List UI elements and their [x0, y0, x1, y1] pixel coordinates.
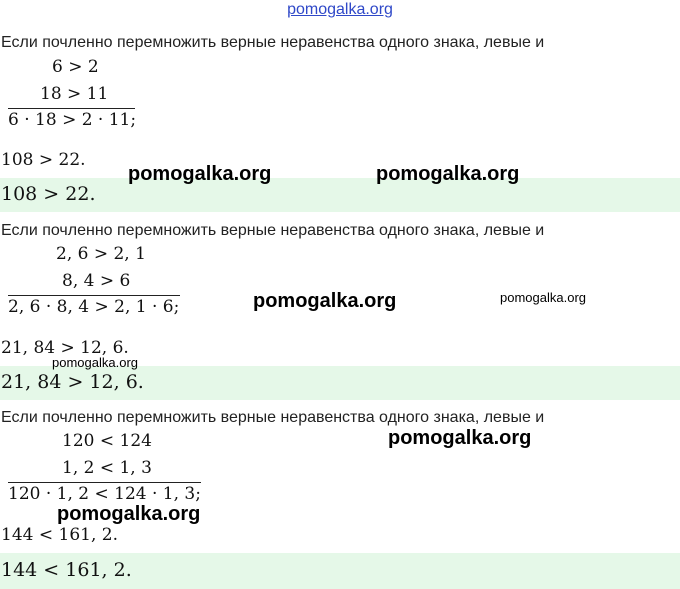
- block-1-result: 108 > 22.: [1, 150, 86, 170]
- block-2-result: 21, 84 > 12, 6.: [1, 338, 129, 358]
- block-2-product: 2, 6 · 8, 4 > 2, 1 · 6;: [8, 297, 180, 317]
- block-3-inequality-2: 1, 2 < 1, 3: [62, 458, 152, 478]
- block-1-inequality-2: 18 > 11: [40, 84, 109, 104]
- block-1-answer: 108 > 22.: [1, 183, 96, 205]
- block-3-sentence: Если почленно перемножить верные неравенства одного знака, левые и: [1, 409, 545, 426]
- block-2-inequality-1: 2, 6 > 2, 1: [56, 244, 146, 264]
- header-watermark-link[interactable]: pomogalka.org: [287, 1, 393, 18]
- block-3-inequality-1: 120 < 124: [62, 431, 152, 451]
- watermark-text: pomogalka.org: [57, 503, 201, 525]
- block-2-answer: 21, 84 > 12, 6.: [1, 371, 144, 393]
- watermark-text: pomogalka.org: [52, 355, 138, 370]
- block-3-fraction-line: [8, 482, 201, 483]
- block-3-answer: 144 < 161, 2.: [1, 559, 132, 581]
- watermark-text: pomogalka.org: [388, 427, 532, 449]
- block-1-inequality-1: 6 > 2: [52, 57, 99, 77]
- block-1-sentence: Если почленно перемножить верные неравенства одного знака, левые и: [1, 34, 545, 51]
- block-3-product: 120 · 1, 2 < 124 · 1, 3;: [8, 484, 201, 504]
- watermark-text: pomogalka.org: [128, 163, 272, 185]
- watermark-text: pomogalka.org: [376, 163, 520, 185]
- block-2-fraction-line: [8, 295, 180, 296]
- block-1-product: 6 · 18 > 2 · 11;: [8, 110, 137, 130]
- watermark-text: pomogalka.org: [253, 290, 397, 312]
- block-1-answer-band: [0, 178, 680, 212]
- watermark-text: pomogalka.org: [500, 290, 586, 305]
- block-1-fraction-line: [8, 108, 135, 109]
- block-2-sentence: Если почленно перемножить верные неравенства одного знака, левые и: [1, 222, 545, 239]
- block-2-inequality-2: 8, 4 > 6: [62, 271, 131, 291]
- block-3-result: 144 < 161, 2.: [1, 525, 118, 545]
